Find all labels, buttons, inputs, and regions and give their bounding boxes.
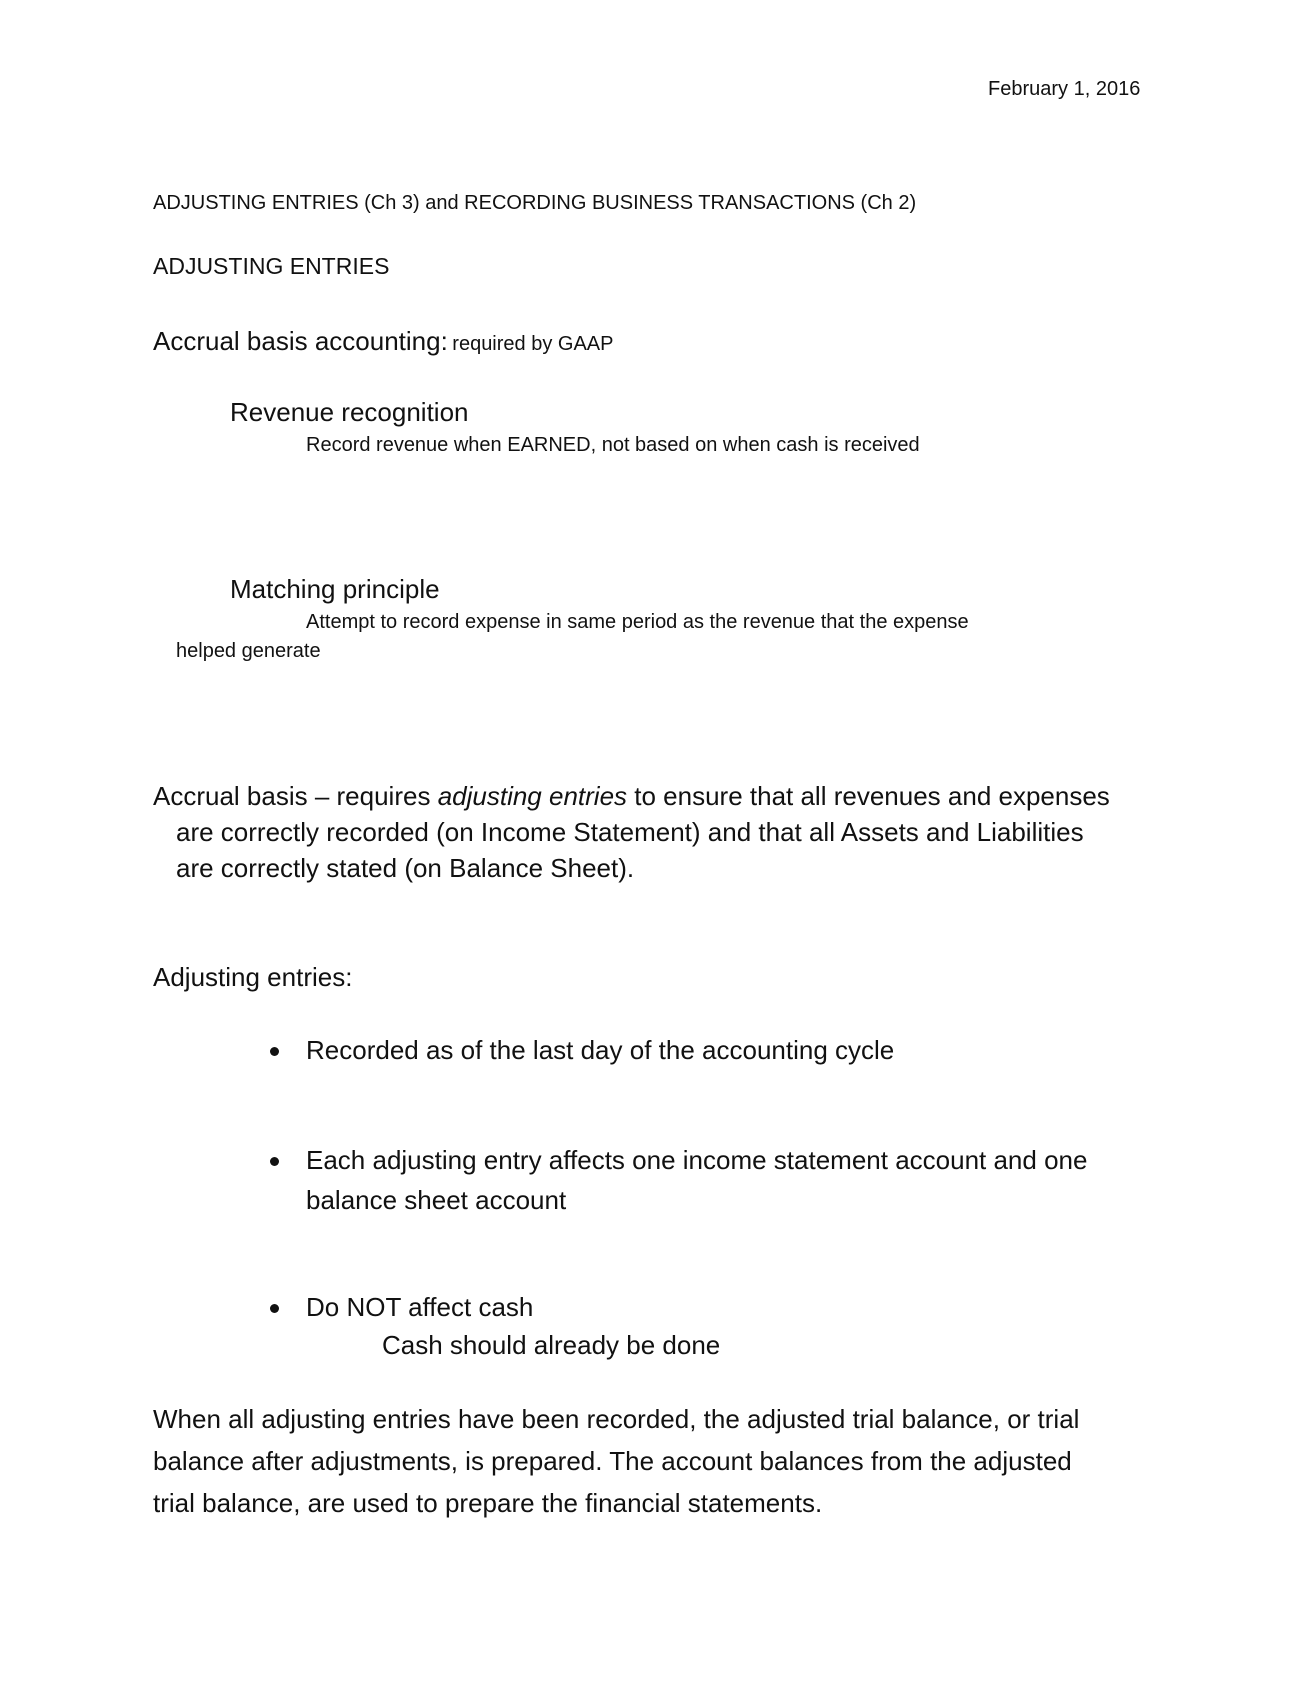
bullet-1-text: Recorded as of the last day of the accounting cycle — [306, 1035, 895, 1065]
bullet-3-text: Do NOT affect cash — [306, 1292, 534, 1322]
closing-paragraph-line3: trial balance, are used to prepare the financial statements. — [153, 1488, 823, 1518]
accrual-basis-heading — [153, 326, 613, 357]
accrual-basis-label: Accrual basis accounting: — [153, 326, 448, 356]
matching-principle-line1: Attempt to record expense in same period as the revenue that the expense — [306, 611, 969, 633]
document-date: February 1, 2016 — [988, 78, 1141, 100]
accrual-para-emphasis: adjusting entries — [437, 781, 628, 811]
accrual-para-pre: Accrual basis – requires — [153, 781, 438, 811]
accrual-paragraph-line1 — [153, 781, 1110, 812]
bullet-dot — [270, 1157, 279, 1166]
accrual-paragraph-line2: are correctly recorded (on Income Statement) and that all Assets and Liabilities — [176, 817, 1084, 847]
accrual-basis-note: required by GAAP — [452, 333, 614, 355]
bullet-2-text: Each adjusting entry affects one income statement account and one — [306, 1145, 1088, 1175]
matching-principle-heading: Matching principle — [230, 574, 440, 604]
document-title: ADJUSTING ENTRIES (Ch 3) and RECORDING BUSINESS TRANSACTIONS (Ch 2) — [153, 192, 917, 214]
adjusting-entries-heading: Adjusting entries: — [153, 962, 353, 992]
bullet-dot — [270, 1047, 279, 1056]
accrual-paragraph-line3: are correctly stated (on Balance Sheet). — [176, 853, 635, 883]
bullet-3-subtext: Cash should already be done — [382, 1330, 721, 1360]
revenue-recognition-text: Record revenue when EARNED, not based on when cash is received — [306, 434, 920, 456]
revenue-recognition-heading: Revenue recognition — [230, 397, 469, 427]
matching-principle-line2: helped generate — [176, 640, 321, 662]
closing-paragraph-line2: balance after adjustments, is prepared. The account balances from the adjusted — [153, 1446, 1072, 1476]
section-heading: ADJUSTING ENTRIES — [153, 253, 390, 279]
bullet-dot — [270, 1304, 279, 1313]
accrual-para-post: to ensure that all revenues and expenses — [627, 781, 1110, 811]
closing-paragraph-line1: When all adjusting entries have been recorded, the adjusted trial balance, or trial — [153, 1404, 1080, 1434]
bullet-2-text-line2: balance sheet account — [306, 1185, 567, 1215]
